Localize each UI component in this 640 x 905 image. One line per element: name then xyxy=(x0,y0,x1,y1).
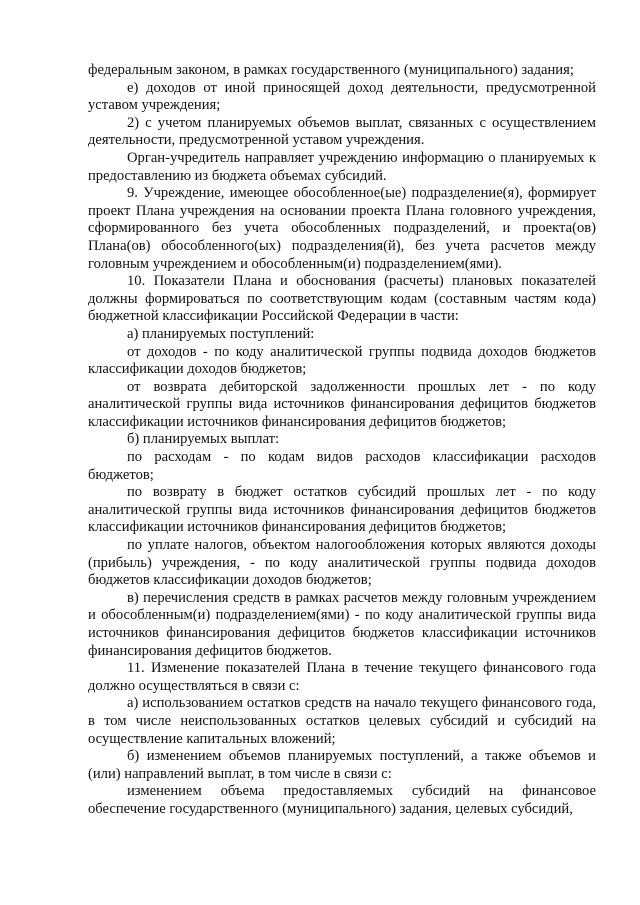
paragraph-12: по возврату в бюджет остатков субсидий прошлых лет - по коду аналитической группы вида источников финансирования дефицитов бюджетов классификации источников финансирования дефицитов бюджетов; xyxy=(88,484,596,536)
paragraph-6: 10. Показатели Плана и обоснования (расчеты) плановых показателей должны формироваться по соответствующим кодам (составным частям кода) бюджетной классификации Российской Федерации в части: xyxy=(88,273,596,325)
paragraph-5: 9. Учреждение, имеющее обособленное(ые) подразделение(я), формирует проект Плана учреждения на основании проекта Плана головного учреждения, сформированного без учета обособленных подразделений, и проекта(ов) Плана(ов) обособленного(ых) подразделения(й), без учета расчетов между головным учреждением и обособленным(и) подразделением(ями). xyxy=(88,185,596,272)
paragraph-11: по расходам - по кодам видов расходов классификации расходов бюджетов; xyxy=(88,449,596,483)
paragraph-18: изменением объема предоставляемых субсидий на финансовое обеспечение государственного (муниципального) задания, целевых субсидий, xyxy=(88,783,596,817)
paragraph-13: по уплате налогов, объектом налогообложения которых являются доходы (прибыль) учреждения, - по коду аналитической группы подвида доходов бюджетов классификации доходов бюджетов; xyxy=(88,537,596,589)
paragraph-15: 11. Изменение показателей Плана в течение текущего финансового года должно осуществляться в связи с: xyxy=(88,660,596,694)
paragraph-9: от возврата дебиторской задолженности прошлых лет - по коду аналитической группы вида источников финансирования дефицитов бюджетов классификации источников финансирования дефицитов бюджетов; xyxy=(88,378,596,430)
paragraph-2: е) доходов от иной приносящей доход деятельности, предусмотренной уставом учреждения; xyxy=(88,79,596,114)
paragraph-16: а) использованием остатков средств на начало текущего финансового года, в том числе неиспользованных остатков целевых субсидий и субсидий на осуществление капитальных вложений; xyxy=(88,695,596,747)
paragraph-17: б) изменением объемов планируемых поступлений, а также объемов и (или) направлений выплат, в том числе в связи с: xyxy=(88,748,596,782)
document-page xyxy=(88,62,596,819)
paragraph-1: федеральным законом, в рамках государственного (муниципального) задания; xyxy=(88,62,574,78)
paragraph-14: в) перечисления средств в рамках расчетов между головным учреждением и обособленным(и) подразделением(ями) - по коду аналитической группы вида источников финансирования дефицитов бюджетов классификации источников финансирования дефицитов бюджетов. xyxy=(88,589,596,659)
paragraph-3: 2) с учетом планируемых объемов выплат, связанных с осуществлением деятельности, предусмотренной уставом учреждения. xyxy=(88,114,596,149)
paragraph-8: от доходов - по коду аналитической группы подвида доходов бюджетов классификации доходов бюджетов; xyxy=(88,343,596,378)
paragraph-10: б) планируемых выплат: xyxy=(127,431,280,448)
paragraph-4: Орган-учредитель направляет учреждению информацию о планируемых к предоставлению из бюджета объемах субсидий. xyxy=(88,149,596,184)
paragraph-7: а) планируемых поступлений: xyxy=(127,325,315,342)
